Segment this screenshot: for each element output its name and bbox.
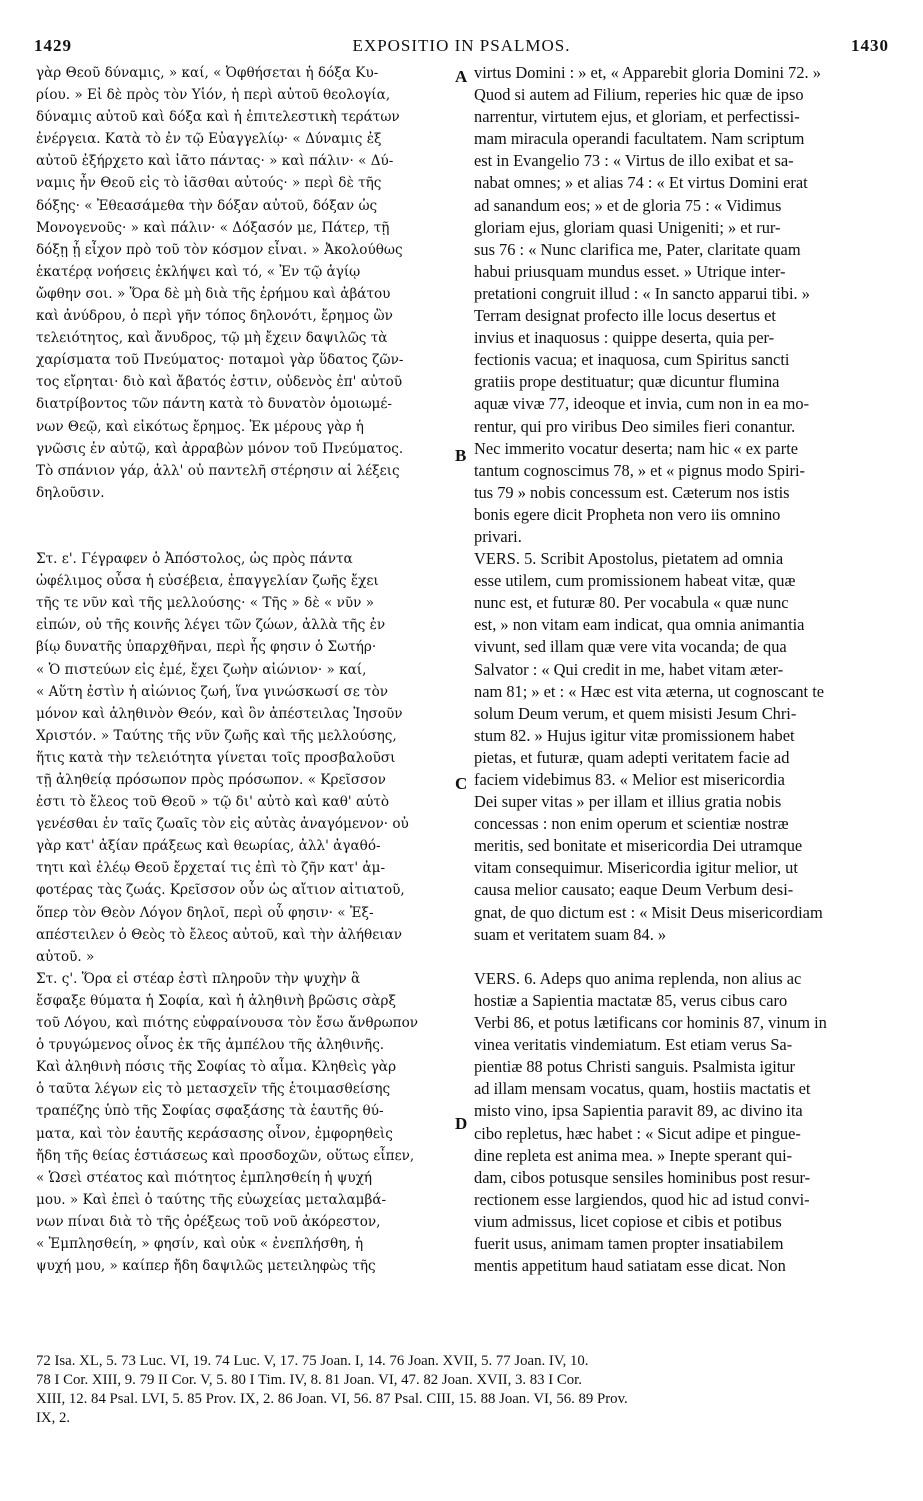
latin-text-line: Salvator : « Qui credit in me, habet vitam æter-	[474, 659, 784, 679]
greek-text-line: δόξῃ ᾗ εἶχον πρὸ τοῦ τὸν κόσμον εἶναι. » Ἀκολούθως	[36, 241, 403, 258]
latin-text-line: Quod si autem ad Filium, reperies hic quæ de ipso	[474, 85, 804, 105]
greek-text-line: γὰρ κατ' ἀξίαν πράξεως καὶ θεωρίας, ἀλλ' ἀγαθό-	[36, 838, 381, 855]
left-page-number: 1429	[34, 36, 72, 55]
latin-text-line: vivunt, sed illam quæ vere vita vocanda; de qua	[474, 637, 787, 657]
latin-text-line: faciem videbimus 83. « Melior est misericordia	[474, 770, 785, 789]
section-marker-d: D	[455, 1114, 468, 1133]
greek-text-line: νων πίναι διὰ τὸ τῆς ὀρέξεως τοῦ νοῦ ἀκόρεστον,	[36, 1213, 381, 1230]
greek-text-line: τῆς τε νῦν καὶ τῆς μελλούσης· « Τῆς » δὲ « νῦν »	[36, 595, 375, 612]
latin-text-line: rectionem esse largiendos, quod hic ad istud convi-	[474, 1189, 810, 1209]
greek-text-line: Στ. ς'. Ὅρα εἰ στέαρ ἐστὶ πληροῦν τὴν ψυχὴν ἃ	[36, 970, 361, 987]
latin-text-line: stum 82. » Hujus igitur vitæ promissionem habet	[474, 725, 795, 745]
greek-text-line: ὁ ταῦτα λέγων εἰς τὸ μετασχεῖν τῆς ἑτοιμασθείσης	[36, 1081, 391, 1098]
latin-text-line: esse utilem, cum promissionem habeat vitæ, quæ	[474, 571, 796, 591]
greek-text-line: « Ὡσεὶ στέατος καὶ πιότητος ἐμπλησθείη ἡ ψυχή	[36, 1169, 373, 1186]
latin-text-line: est, » non vitam eam indicat, qua omnia animantia	[474, 615, 805, 635]
greek-text-line: τος εἴρηται· διὸ καὶ ἄβατός ἐστιν, οὐδενὸς ἐπ' αὐτοῦ	[36, 374, 403, 391]
greek-text-line: ψυχή μου, » καίπερ ἤδη δαψιλῶς μετειληφὼς τῆς	[36, 1258, 376, 1275]
latin-text-line: nabat omnes; » et alias 74 : « Et virtus Domini erat	[474, 173, 808, 193]
greek-text-line: μου. » Καὶ ἐπεὶ ὁ ταύτης τῆς εὐωχείας μεταλαμβά-	[36, 1191, 387, 1208]
greek-text-line: « Ἐμπλησθείη, » φησίν, καὶ οὐκ « ἐνεπλήσθη, ἡ	[36, 1235, 364, 1252]
latin-text-line: concessas : non enim operum et scientiæ nostræ	[474, 814, 789, 834]
greek-text-line: δύναμις αὐτοῦ καὶ δόξα καὶ ἡ ἐπιτελεστικὴ τεράτων	[36, 109, 400, 126]
greek-text-line: « Αὕτη ἐστὶν ἡ αἰώνιος ζωή, ἵνα γινώσκωσί σε τὸν	[36, 683, 389, 700]
footnote-line: XIII, 12. 84 Psal. LVI, 5. 85 Prov. IX, 2. 86 Joan. VI, 56. 87 Psal. CIII, 15. 88 Joan. VI, 56. 89 Prov.	[36, 1391, 628, 1407]
latin-column	[474, 62, 888, 1277]
greek-text-line: ἤδη τῆς θείας ἑστιάσεως καὶ προσδοχῶν, οὕτως εἶπεν,	[36, 1147, 415, 1164]
latin-text-line: bonis egere dicit Propheta non vero iis omnino	[474, 504, 781, 524]
latin-text-line: causa melior causato; eaque Deum Verbum desi-	[474, 880, 794, 900]
latin-text-line: vinea veritatis vindemiatum. Est etiam verus Sa-	[474, 1035, 793, 1055]
greek-text-line	[36, 526, 454, 548]
right-page-number: 1430	[851, 36, 889, 55]
footnotes	[36, 1352, 886, 1428]
latin-text-line: Verbi 86, et potus lætificans cor hominis 87, vinum in	[474, 1013, 827, 1033]
latin-text-line: pietas, et futuræ, quam adepti veritatem facie ad	[474, 747, 790, 767]
greek-text-line: Καὶ ἀληθινὴ πόσις τῆς Σοφίας τὸ αἷμα. Κληθεὶς γὰρ	[36, 1059, 397, 1076]
greek-text-line: ἥτις κατὰ τὴν τελειότητα γίνεται τοῖς προσβαλοῦσι	[36, 749, 396, 766]
latin-text-line	[474, 946, 888, 968]
greek-text-line: τραπέζης ὑπὸ τῆς Σοφίας σφαξάσης τὰ ἑαυτῆς θύ-	[36, 1103, 384, 1120]
greek-text-line: δόξης· « Ἐθεασάμεθα τὴν δόξαν αὐτοῦ, δόξαν ὡς	[36, 197, 378, 214]
greek-text-line: ἐνέργεια. Κατὰ τὸ ἐν τῷ Εὐαγγελίῳ· « Δύναμις ἐξ	[36, 131, 382, 148]
greek-text-line: νων Θεῷ, καὶ εἰκότως ἔρημος. Ἐκ μέρους γὰρ ἡ	[36, 418, 364, 435]
section-marker-a: A	[455, 67, 468, 86]
latin-text-line: aquæ vivæ 77, ideoque et invia, cum non in ea mo-	[474, 394, 810, 414]
greek-text-line: βίῳ δυνατῆς ὑπαρχθῆναι, περὶ ἧς φησιν ὁ Σωτήρ·	[36, 639, 377, 656]
running-title: EXPOSITIO IN PSALMOS.	[352, 36, 571, 55]
greek-text-line: διατρίβοντος τῶν πάντη κατὰ τὸ δυνατὸν ὁμοιωμέ-	[36, 396, 393, 413]
latin-text-line: sus 76 : « Nunc clarifica me, Pater, claritate quam	[474, 239, 801, 259]
latin-text-line: dam, cibos potusque sensiles hominibus post resur-	[474, 1167, 811, 1187]
latin-text-line: dine repleta est anima mea. » Inepte sperant qui-	[474, 1145, 793, 1165]
greek-text-line: χαρίσματα τοῦ Πνεύματος· ποταμοὶ γὰρ ὕδατος ζῶν-	[36, 352, 404, 369]
latin-text-line: privari.	[474, 526, 522, 546]
latin-text-line: ad sanandum eos; » et de gloria 75 : « Vidimus	[474, 195, 782, 215]
greek-text-line: εἰπών, οὐ τῆς κοινῆς λέγει τῶν ζώων, ἀλλὰ τῆς ἐν	[36, 617, 386, 634]
latin-text-line: nam 81; » et : « Hæc est vita æterna, ut cognoscant te	[474, 681, 825, 701]
greek-text-line: γὰρ Θεοῦ δύναμις, » καί, « Ὀφθήσεται ἡ δόξα Κυ-	[36, 65, 379, 81]
latin-text-line: virtus Domini : » et, « Apparebit gloria Domini 72. »	[474, 63, 821, 82]
greek-text-line: μόνον καὶ ἀληθινὸν Θεόν, καὶ ὃν ἀπέστειλας Ἰησοῦν	[36, 705, 403, 722]
greek-text-line: ρίου. » Εἰ δὲ πρὸς τὸν Υἱόν, ἡ περὶ αὐτοῦ θεολογία,	[36, 87, 391, 104]
latin-text-line: narrentur, virtutem ejus, et gloriam, et perfectissi-	[474, 107, 800, 127]
greek-text-line: ἑκατέρᾳ νοήσεις ἐκλήψει καὶ τό, « Ἐν τῷ ἁγίῳ	[36, 263, 361, 280]
latin-text-line: vium admissus, licet copiose et cibis et potibus	[474, 1211, 782, 1231]
latin-text-line: habui priusquam mundus esset. » Utrique inter-	[474, 261, 786, 281]
greek-text-line: τῇ ἀληθείᾳ πρόσωπον πρὸς πρόσωπον. « Κρεῖσσον	[36, 772, 386, 788]
latin-text-line: mentis appetitum haud satiatam esse dicat. Non	[474, 1256, 786, 1276]
latin-text-line: gnat, de quo dictum est : « Misit Deus misericordiam	[474, 902, 823, 922]
latin-text-line: pretationi congruit illud : « In sancto apparui tibi. »	[474, 283, 810, 303]
greek-text-line: Χριστόν. » Ταύτης τῆς νῦν ζωῆς καὶ τῆς μελλούσης,	[36, 727, 397, 744]
greek-text-line: ματα, καὶ τὸν ἑαυτῆς κεράσασης οἶνον, ἐμφορηθεὶς	[36, 1125, 393, 1142]
latin-text-line: cibo repletus, hæc habet : « Sicut adipe et pingue-	[474, 1123, 801, 1143]
greek-text-line: γενέσθαι ἐν ταῖς ζωαῖς τὸν εἰς αὐτὰς ἀναγόμενον· οὐ	[36, 816, 409, 833]
greek-text-line: Τὸ σπάνιον γάρ, ἀλλ' οὐ παντελῆ στέρησιν αἱ λέξεις	[36, 462, 400, 479]
latin-text-line: mam miracula operandi facultatem. Nam scriptum	[474, 129, 805, 149]
latin-text-line: solum Deum verum, et quem misisti Jesum Chri-	[474, 703, 797, 723]
latin-text-line: VERS. 5. Scribit Apostolus, pietatem ad omnia	[474, 549, 784, 569]
latin-text-line: gratiis prope destituatur; quæ dicuntur flumina	[474, 372, 780, 392]
latin-text-line: meritis, sed bonitate et misericordia Dei utramque	[474, 836, 803, 856]
latin-text-line: tus 79 » nobis concessum est. Cæterum nos istis	[474, 482, 790, 502]
footnote-line: 72 Isa. XL, 5. 73 Luc. VI, 19. 74 Luc. V, 17. 75 Joan. I, 14. 76 Joan. XVII, 5. 77 Joan. IV, 10.	[36, 1353, 589, 1369]
greek-text-line: τητι καὶ ἐλέῳ Θεοῦ ἔρχεταί τις ἐπὶ τὸ ζῆν κατ' ἀμ-	[36, 860, 386, 877]
latin-text-line: invius et inaquosus : quippe deserta, quia per-	[474, 328, 775, 348]
latin-text-line: fuerit usus, animam tamen propter insatiabilem	[474, 1233, 784, 1253]
greek-text-line: ναμις ἦν Θεοῦ εἰς τὸ ἰᾶσθαι αὐτούς· » περὶ δὲ τῆς	[36, 175, 382, 192]
greek-text-line: ἔσφαξε θύματα ἡ Σοφία, καὶ ἡ ἀληθινὴ βρῶσις σὰρξ	[36, 992, 396, 1009]
greek-text-line: ὠφέλιμος οὖσα ἡ εὐσέβεια, ἐπαγγελίαν ζωῆς ἔχει	[36, 573, 379, 590]
greek-text-line: ἐστι τὸ ἔλεος τοῦ Θεοῦ » τῷ δι' αὐτὸ καὶ καθ' αὑτὸ	[36, 794, 390, 811]
latin-text-line: vitam consequimur. Misericordia igitur melior, ut	[474, 858, 798, 878]
greek-text-line	[36, 504, 454, 526]
latin-text-line: VERS. 6. Adeps quo anima replenda, non alius ac	[474, 968, 802, 988]
latin-text-line: fectionis vacua; et inaquosa, cum Spiritus sancti	[474, 350, 790, 370]
latin-text-line: tantum cognoscimus 78, » et « pignus modo Spiri-	[474, 460, 805, 480]
greek-text-line: ὅπερ τὸν Θεὸν Λόγον δηλοῖ, περὶ οὗ φησιν· « Ἐξ-	[36, 904, 374, 921]
greek-text-line: αὐτοῦ. »	[36, 948, 95, 965]
latin-text-line: nunc est, et futuræ 80. Per vocabula « quæ nunc	[474, 593, 789, 613]
greek-text-line: καὶ ἀνύδρου, ὁ περὶ γῆν τόπος δηλονότι, ἔρημος ὢν	[36, 308, 393, 325]
latin-text-line: rentur, qui pro viribus Deo similes fieri conantur.	[474, 416, 796, 436]
latin-text-line: pientiæ 88 potus Christi sanguis. Psalmista igitur	[474, 1057, 795, 1077]
greek-text-line: Στ. ε'. Γέγραφεν ὁ Ἀπόστολος, ὡς πρὸς πάντα	[36, 551, 353, 568]
greek-text-line: γνῶσις ἐν αὐτῷ, καὶ ἀρραβὼν μόνον τοῦ Πνεύματος.	[36, 440, 404, 457]
greek-text-line: φοτέρας τὰς ζωάς. Κρεῖσσον οὖν ὡς αἴτιον αἰτιατοῦ,	[36, 882, 405, 899]
greek-text-line: ὁ τρυγώμενος οἶνος ἐκ τῆς ἀμπέλου τῆς ἀληθινῆς.	[36, 1037, 385, 1054]
greek-text-line: τελειότητος, καὶ ἄνυδρος, τῷ μὴ ἔχειν δαψιλῶς τὰ	[36, 330, 388, 347]
greek-text-line: δηλοῦσιν.	[36, 484, 105, 501]
latin-text-line: misto vino, ipsa Sapientia paravit 89, ac divino ita	[474, 1101, 803, 1121]
footnote-line: 78 I Cor. XIII, 9. 79 II Cor. V, 5. 80 I Tim. IV, 8. 81 Joan. VI, 47. 82 Joan. XVII, 3. 83 I Cor.	[36, 1372, 582, 1388]
latin-text-line: ad illam mensam vocatus, quam, hostiis mactatis et	[474, 1079, 811, 1099]
greek-text-line: ὤφθην σοι. » Ὅρα δὲ μὴ διὰ τῆς ἐρήμου καὶ ἀβάτου	[36, 285, 391, 302]
latin-text-line: suam et veritatem suam 84. »	[474, 924, 667, 944]
footnote-line: IX, 2.	[36, 1410, 71, 1426]
greek-text-line: τοῦ Λόγου, καὶ πιότης εὐφραίνουσα τὸν ἔσω ἄνθρωπον	[36, 1015, 419, 1032]
running-header	[34, 36, 889, 60]
greek-text-line: απέστειλεν ὁ Θεὸς τὸ ἔλεος αὐτοῦ, καὶ τὴν ἀλήθειαν	[36, 926, 403, 943]
latin-text-line: est in Evangelio 73 : « Virtus de illo exibat et sa-	[474, 151, 794, 171]
latin-text-line: Dei super vitas » per illam et illius gratia nobis	[474, 792, 782, 812]
section-marker-b: B	[455, 446, 467, 465]
section-marker-c: C	[455, 774, 468, 793]
latin-text-line: Terram designat profecto ille locus desertus et	[474, 306, 776, 326]
greek-text-line: « Ὁ πιστεύων εἰς ἐμέ, ἔχει ζωὴν αἰώνιον· » καί,	[36, 661, 367, 678]
greek-column	[36, 62, 454, 1277]
latin-text-line: Nec immerito vocatur deserta; nam hic « ex parte	[474, 438, 799, 458]
greek-text-line: αὐτοῦ ἐξήρχετο καὶ ἰᾶτο πάντας· » καὶ πάλιν· « Δύ-	[36, 153, 394, 170]
latin-text-line: gloriam ejus, gloriam quasi Unigeniti; » et rur-	[474, 217, 781, 237]
greek-text-line: Μονογενοῦς· » καὶ πάλιν· « Δόξασόν με, Πάτερ, τῇ	[36, 219, 390, 236]
latin-text-line: hostiæ a Sapientia mactatæ 85, verus cibus caro	[474, 990, 788, 1010]
